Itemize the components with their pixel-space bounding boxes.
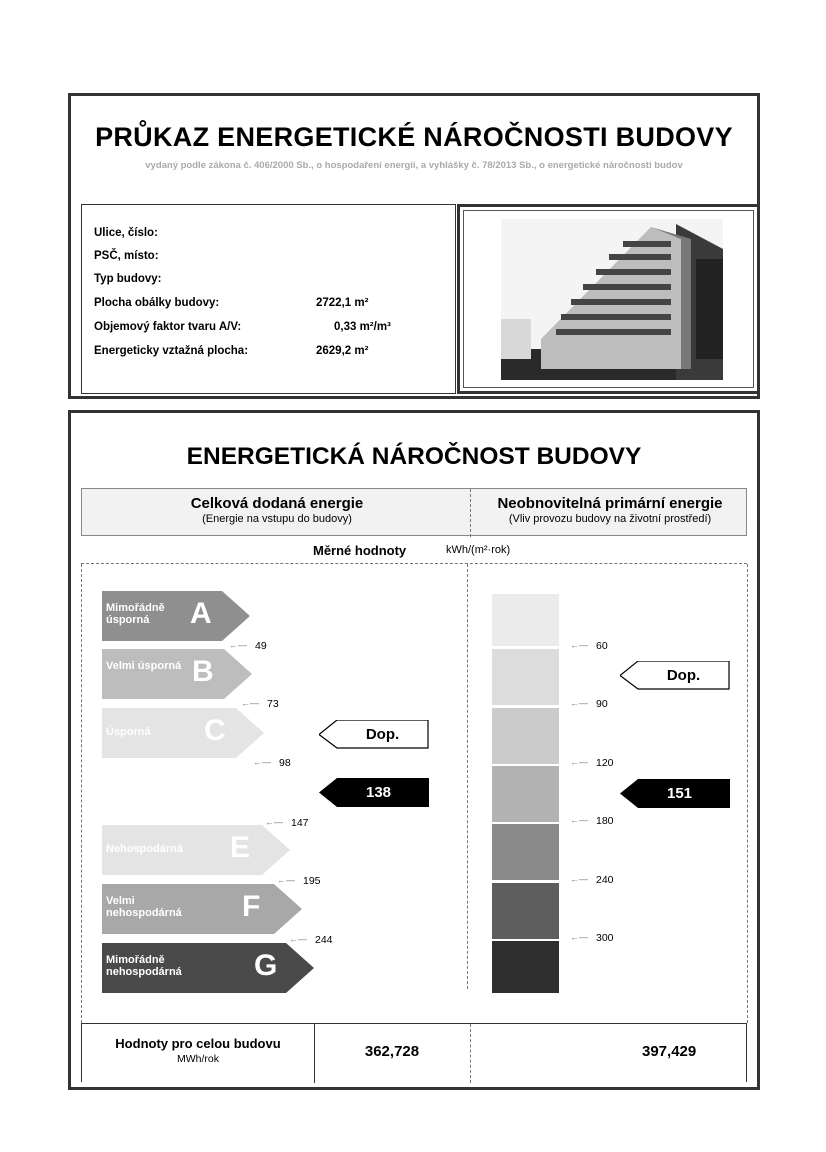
right-scale-value: 180 [596, 815, 614, 827]
left-total: 362,728 [364, 1043, 420, 1060]
class-name-e: Nehospodárná [106, 843, 184, 855]
document-subtitle: vydaný podle zákona č. 406/2000 Sb., o hospodaření energií, a vyhlášky č. 78/2013 Sb., o energetické náročnosti budov [145, 160, 683, 171]
psc-label: PSČ, místo: [94, 250, 159, 262]
class-arrow-f [102, 884, 302, 934]
class-letter-g: G [254, 949, 278, 982]
class-letter-a: A [190, 597, 212, 630]
class-name-b: Velmi úsporná [106, 660, 182, 672]
right-scale-value: 240 [596, 874, 614, 886]
scale-arrow: ←— [229, 640, 247, 650]
left-reference-badge [319, 720, 429, 749]
right-scale-value: 90 [596, 698, 608, 710]
reference-area-label: Energeticky vztažná plocha: [94, 345, 249, 357]
class-name-g: Mimořádně nehospodárná [106, 954, 182, 978]
scale-divider [467, 564, 468, 989]
left-reference-label: Dop. [365, 726, 400, 743]
street-label: Ulice, číslo: [94, 227, 158, 239]
left-scale-value: 49 [255, 640, 267, 652]
shape-factor-label: Objemový faktor tvaru A/V: [94, 321, 242, 333]
class-arrow-c [102, 708, 264, 758]
totals-unit: MWh/rok [177, 1053, 219, 1065]
primary-energy-bar [492, 649, 559, 705]
envelope-area-label: Plocha obálky budovy: [94, 297, 220, 309]
scale-arrow: ←— [289, 934, 307, 944]
scale-arrow: ←— [241, 698, 259, 708]
scale-arrow: ←— [277, 875, 295, 885]
left-scale-value: 147 [291, 817, 309, 829]
primary-energy-bar [492, 883, 559, 939]
primary-energy-bar [492, 708, 559, 764]
right-value-badge [620, 779, 730, 808]
class-arrow-e [102, 825, 290, 875]
right-total: 397,429 [642, 1043, 697, 1060]
right-column-subtitle: (Vliv provozu budovy na životní prostředí) [508, 513, 712, 525]
building-photo-frame [457, 204, 760, 394]
totals-label: Hodnoty pro celou budovu [115, 1036, 281, 1051]
class-arrow-a [102, 591, 250, 641]
left-value: 138 [365, 784, 392, 801]
class-letter-f: F [242, 890, 261, 923]
building-info-panel [81, 204, 456, 394]
envelope-area-value: 2722,1 m² [316, 297, 369, 309]
document-title: PRŮKAZ ENERGETICKÉ NÁROČNOSTI BUDOVY [95, 122, 733, 152]
energy-performance-section [68, 410, 760, 1090]
class-letter-c: C [204, 714, 226, 747]
reference-area-value: 2629,2 m² [316, 345, 369, 357]
units-row [81, 536, 747, 564]
left-column-subtitle: (Energie na vstupu do budovy) [202, 513, 352, 525]
scale-arrow: ←— [265, 817, 283, 827]
left-scale-value: 244 [315, 934, 333, 946]
left-scale-value: 98 [279, 757, 291, 769]
units-value: kWh/(m²·rok) [446, 544, 511, 556]
right-reference-label: Dop. [666, 667, 701, 684]
right-value: 151 [666, 785, 693, 802]
building-type-label: Typ budovy: [94, 273, 162, 285]
section-title: ENERGETICKÁ NÁROČNOST BUDOVY [186, 443, 642, 470]
left-value-badge [319, 778, 429, 807]
class-name-c: Úsporná [106, 726, 151, 738]
right-border [747, 564, 748, 1023]
totals-row [81, 1023, 747, 1082]
primary-energy-bar [492, 824, 559, 880]
scale-arrow: ←— [570, 698, 588, 708]
right-scale-value: 300 [596, 932, 614, 944]
right-reference-badge [620, 661, 730, 690]
class-letter-e: E [230, 831, 251, 864]
scale-arrow: ←— [570, 874, 588, 884]
right-column-title: Neobnovitelná primární energie [497, 495, 723, 512]
primary-energy-bar [492, 594, 559, 646]
units-label: Měrné hodnoty [313, 543, 407, 558]
class-name-a: Mimořádně úsporná [106, 602, 165, 626]
primary-energy-bar [492, 766, 559, 822]
scale-arrow: ←— [253, 757, 271, 767]
right-scale-value: 120 [596, 757, 614, 769]
left-border [81, 564, 82, 1023]
scale-arrow: ←— [570, 757, 588, 767]
class-name-f: Velmi nehospodárná [106, 895, 182, 919]
scale-arrow: ←— [570, 640, 588, 650]
header-section [68, 93, 760, 399]
left-scale-value: 195 [303, 875, 321, 887]
shape-factor-value: 0,33 m²/m³ [334, 321, 391, 333]
primary-energy-bar [492, 941, 559, 993]
scale-arrow: ←— [570, 932, 588, 942]
right-scale-value: 60 [596, 640, 608, 652]
class-arrow-b [102, 649, 252, 699]
left-column-title: Celková dodaná energie [190, 495, 364, 512]
building-photo [501, 219, 723, 380]
scale-arrow: ←— [570, 815, 588, 825]
column-headers [81, 488, 747, 536]
class-arrow-g [102, 943, 314, 993]
left-scale-value: 73 [267, 698, 279, 710]
column-divider [470, 489, 471, 537]
class-letter-b: B [192, 655, 214, 688]
